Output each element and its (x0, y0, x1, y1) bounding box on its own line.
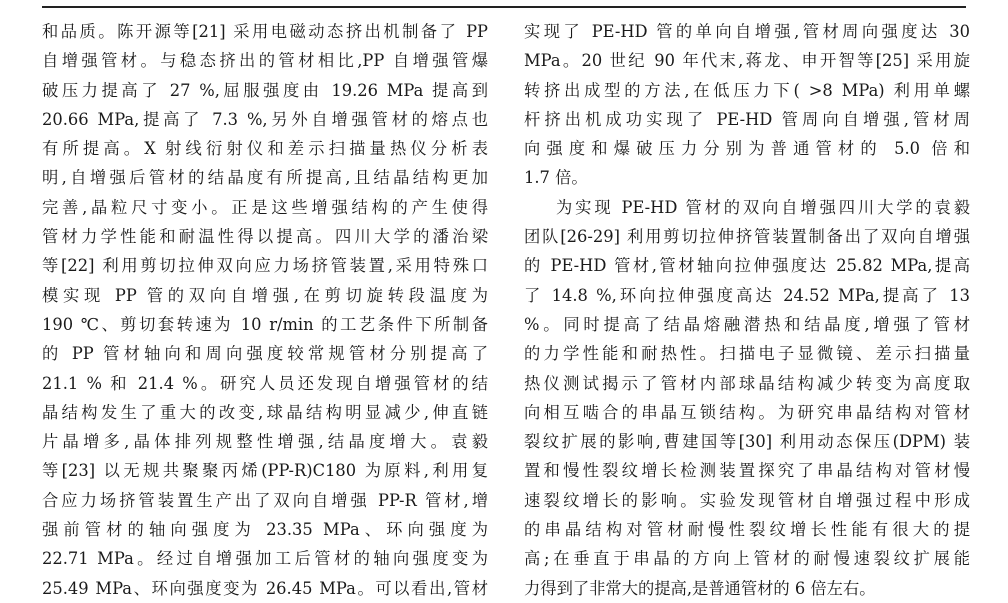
text-line: 了 14.8 %,环向拉伸强度高达 24.52 MPa,提高了 13 (524, 285, 970, 305)
text-line: 置和慢性裂纹增长检测装置探究了串晶结构对管材慢 (524, 461, 970, 481)
text-line: %。同时提高了结晶熔融潜热和结晶度,增强了管材 (524, 314, 970, 334)
header-rule (42, 6, 966, 8)
text-line: 管材力学性能和耐温性得以提高。四川大学的潘治梁 (42, 227, 488, 247)
text-line: 25.49 MPa、环向强度变为 26.45 MPa。可以看出,管材 (42, 578, 488, 598)
text-line: 裂纹扩展的影响,曹建国等[30] 利用动态保压(DPM) 装 (524, 432, 970, 452)
text-line: 高;在垂直于串晶的方向上管材的耐慢速裂纹扩展能 (524, 549, 970, 569)
text-line: 的 PP 管材轴向和周向强度较常规管材分别提高了 (42, 344, 488, 364)
left-column (42, 17, 488, 603)
text-line: 自增强管材。与稳态挤出的管材相比,PP 自增强管爆 (42, 51, 488, 71)
text-line: 1.7 倍。 (524, 168, 588, 188)
text-line: 的串晶结构对管材耐慢性裂纹增长性能有很大的提 (524, 520, 970, 540)
text-line: 破压力提高了 27 %,屈服强度由 19.26 MPa 提高到 (42, 80, 488, 100)
text-line: 模实现 PP 管的双向自增强,在剪切旋转段温度为 (42, 285, 488, 305)
text-line: 21.1 % 和 21.4 %。研究人员还发现自增强管材的结 (42, 373, 488, 393)
text-line: 片晶增多,晶体排列规整性增强,结晶度增大。袁毅 (42, 432, 488, 452)
text-line: 完善,晶粒尺寸变小。正是这些增强结构的产生使得 (42, 197, 488, 217)
text-line: 190 ℃、剪切套转速为 10 r/min 的工艺条件下所制备 (42, 314, 488, 334)
text-line: 22.71 MPa。经过自增强加工后管材的轴向强度变为 (42, 549, 488, 569)
text-line: MPa。20 世纪 90 年代末,蒋龙、申开智等[25] 采用旋 (524, 51, 970, 71)
right-column (524, 17, 970, 603)
text-line: 团队[26-29] 利用剪切拉伸挤管装置制备出了双向自增强 (524, 227, 970, 247)
text-line: 有所提高。X 射线衍射仪和差示扫描量热仪分析表 (42, 139, 488, 159)
text-line: 向相互啮合的串晶互锁结构。为研究串晶结构对管材 (524, 402, 970, 422)
text-line: 转挤出成型的方法,在低压力下( >8 MPa) 利用单螺 (524, 80, 970, 100)
text-line: 等[22] 利用剪切拉伸双向应力场挤管装置,采用特殊口 (42, 256, 488, 276)
text-line: 明,自增强后管材的结晶度有所提高,且结晶结构更加 (42, 168, 488, 188)
text-line: 力得到了非常大的提高,是普通管材的 6 倍左右。 (524, 578, 876, 598)
text-line: 实现了 PE-HD 管的单向自增强,管材周向强度达 30 (524, 22, 970, 41)
text-line: 20.66 MPa,提高了 7.3 %,另外自增强管材的熔点也 (42, 109, 488, 129)
text-line: 向强度和爆破压力分别为普通管材的 5.0 倍和 (524, 139, 970, 159)
text-line: 速裂纹增长的影响。实验发现管材自增强过程中形成 (524, 490, 970, 510)
text-line: 合应力场挤管装置生产出了双向自增强 PP-R 管材,增 (42, 490, 488, 510)
text-line: 等[23] 以无规共聚聚丙烯(PP-R)C180 为原料,利用复 (42, 461, 488, 481)
text-line: 热仪测试揭示了管材内部球晶结构减少转变为高度取 (524, 373, 970, 393)
text-line: 的力学性能和耐热性。扫描电子显微镜、差示扫描量 (524, 344, 970, 364)
text-line: 为实现 PE-HD 管材的双向自增强四川大学的袁毅 (556, 197, 970, 217)
text-line: 的 PE-HD 管材,管材轴向拉伸强度达 25.82 MPa,提高 (524, 256, 970, 276)
text-line: 强前管材的轴向强度为 23.35 MPa、环向强度为 (42, 520, 488, 540)
text-line: 和品质。陈开源等[21] 采用电磁动态挤出机制备了 PP (42, 22, 488, 41)
text-line: 杆挤出机成功实现了 PE-HD 管周向自增强,管材周 (524, 109, 970, 129)
text-line: 晶结构发生了重大的改变,球晶结构明显减少,伸直链 (42, 402, 488, 422)
